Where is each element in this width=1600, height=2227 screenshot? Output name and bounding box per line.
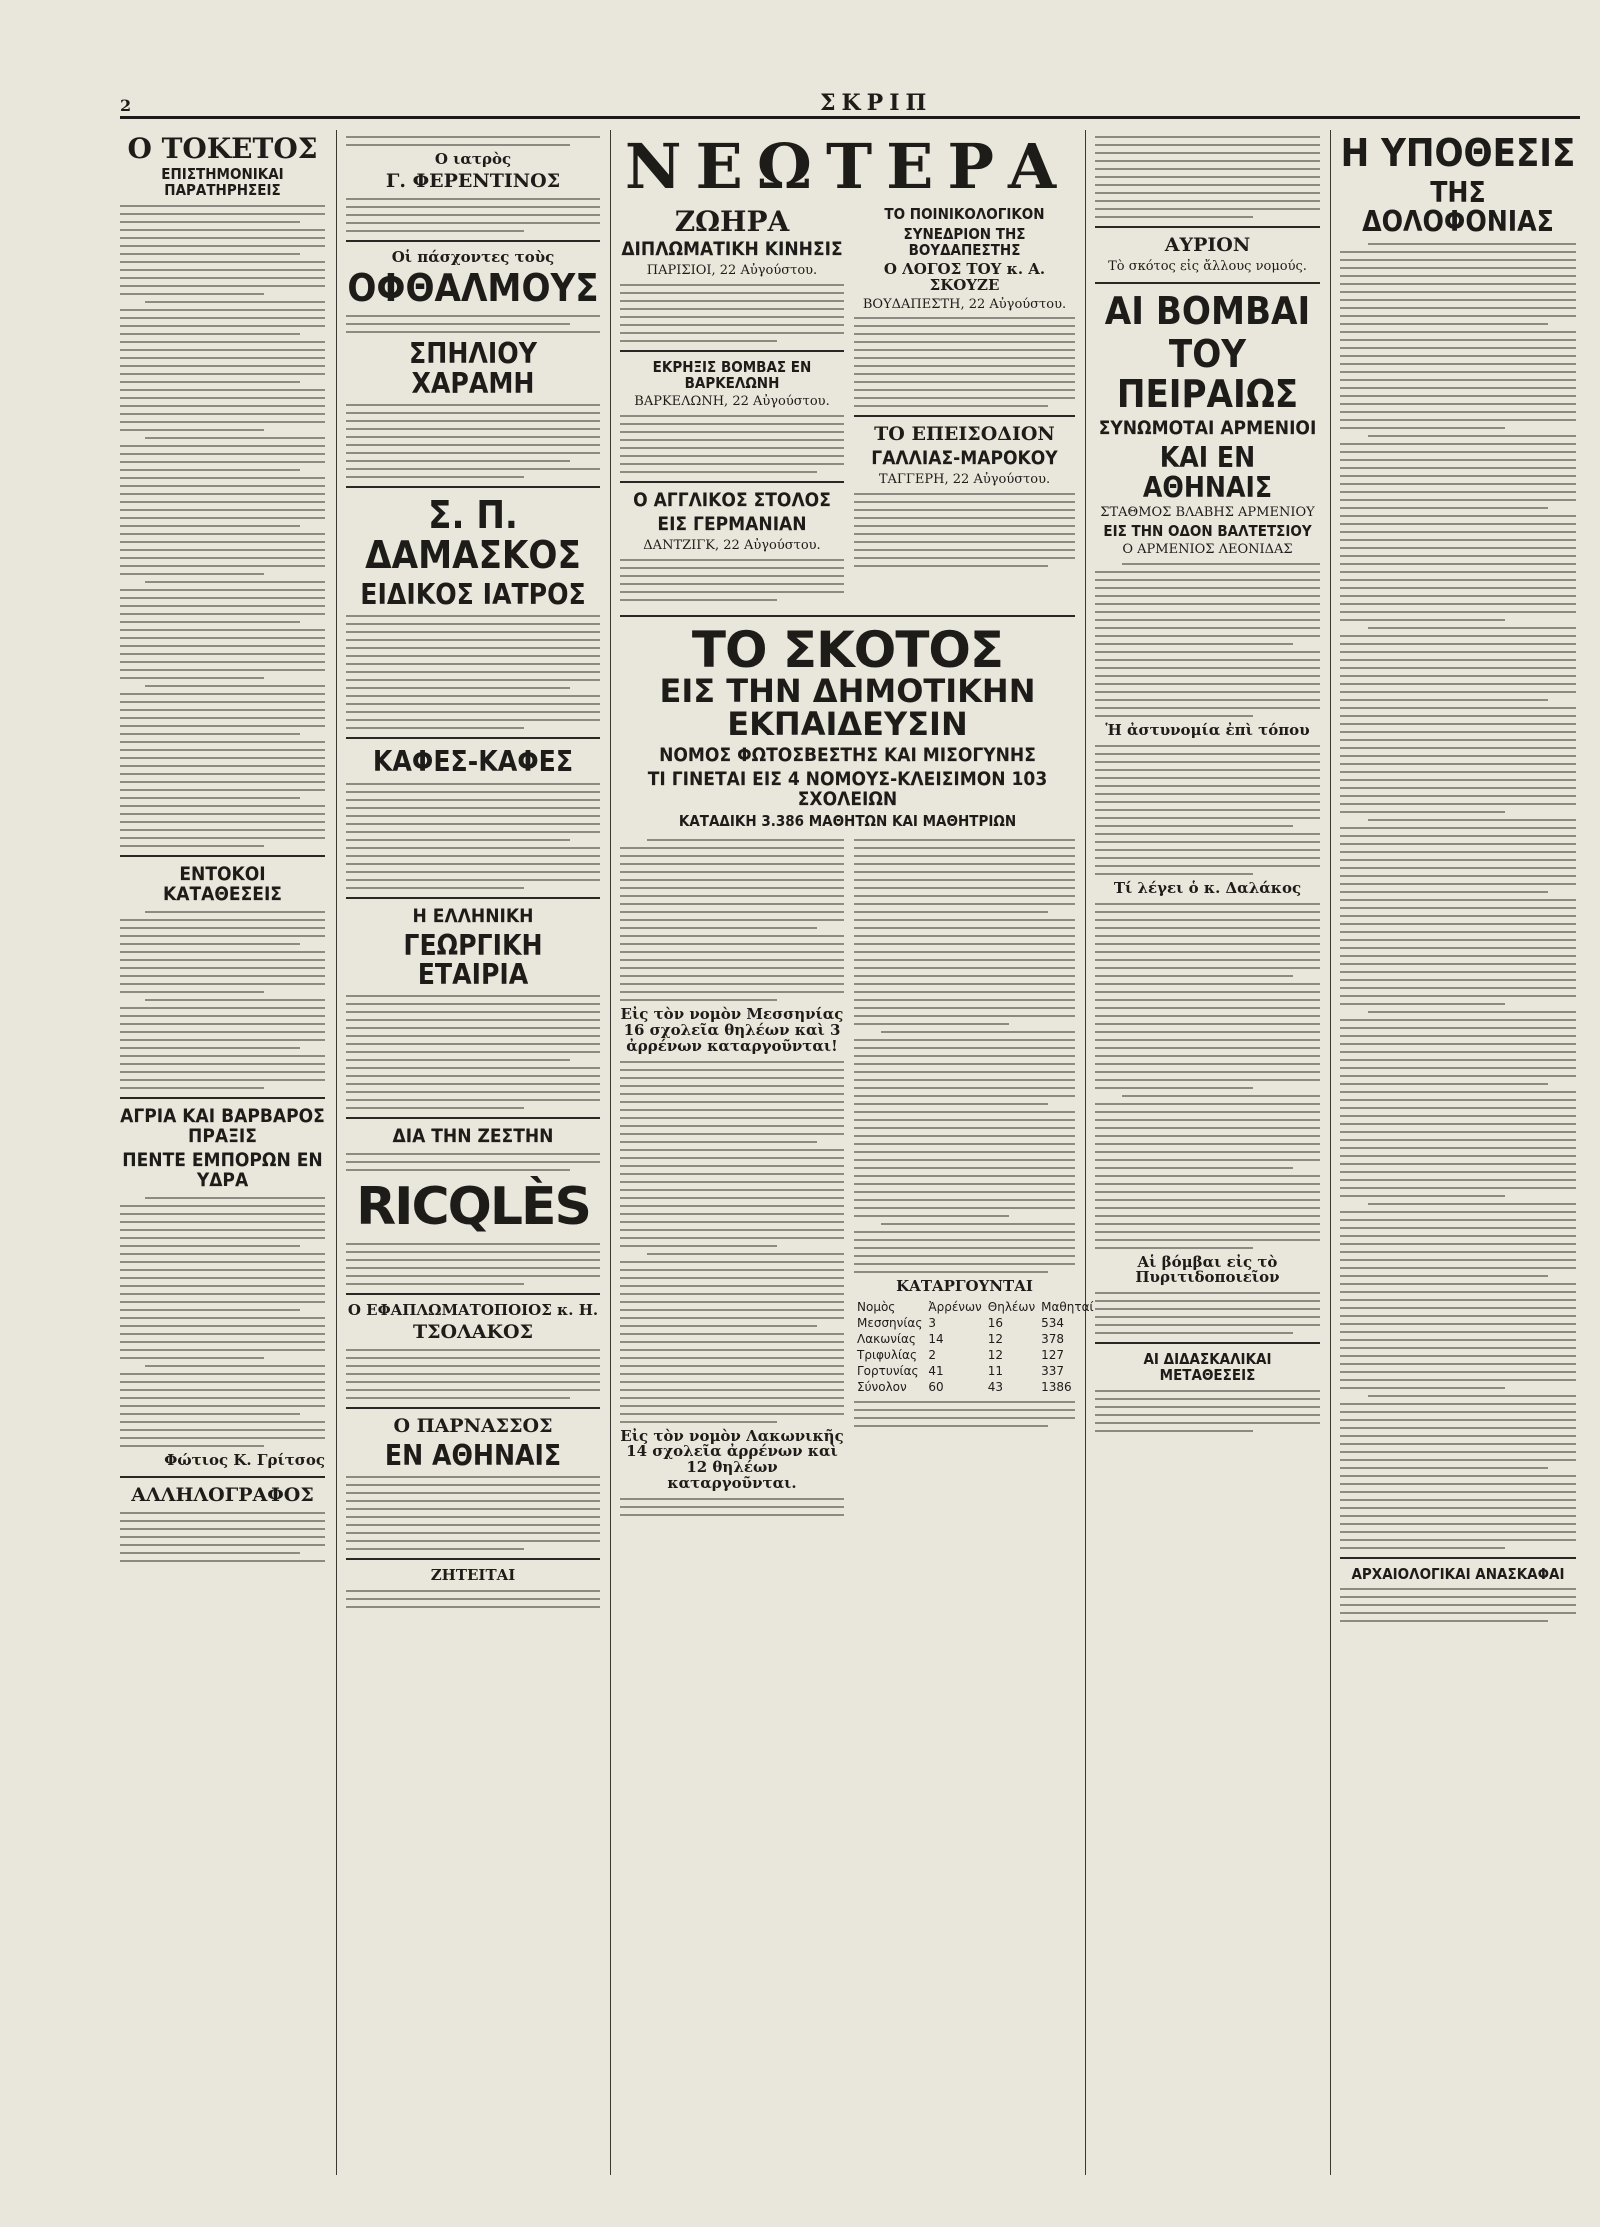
dateline-danzig: ΔΑΝΤΖΙΓΚ, 22 Αὐγούστου.: [643, 537, 821, 553]
headline-france-morocco: ΓΑΛΛΙΑΣ-ΜΑΡΟΚΟΥ: [871, 447, 1058, 470]
article-body: [120, 205, 325, 847]
headline-darkness: ΤΟ ΣΚΟΤΟΣ: [691, 620, 1004, 679]
table-cell: 127: [1041, 1348, 1065, 1363]
table-cell: Σύνολον: [857, 1380, 907, 1395]
article-body: [1340, 1588, 1576, 1622]
table-header-row: [854, 1299, 1097, 1315]
ad-upholsterer-1: Ο ΕΦΑΠΛΩΜΑΤΟΠΟΙΟΣ κ. Η.: [347, 1301, 599, 1320]
ad-text: [346, 783, 600, 889]
article-body: [854, 493, 1075, 567]
article-body: [1095, 136, 1320, 218]
table-header: Νομὸς: [857, 1300, 896, 1315]
headline-germany: ΕΙΣ ΓΕΡΜΑΝΙΑΝ: [657, 513, 807, 536]
ad-text: [346, 315, 600, 333]
news-section: [620, 130, 1094, 2175]
headline-english-fleet: Ο ΑΓΓΛΙΚΟΣ ΣΤΟΛΟΣ: [633, 489, 831, 512]
table-header: Ἀρρένων: [928, 1300, 982, 1315]
subhead-messinia: Εἰς τὸν νομὸν Μεσσηνίας 16 σχολεῖα θηλέων καὶ 3 ἀρρένων καταργοῦνται!: [620, 1005, 844, 1055]
ad-heat: ΔΙΑ ΤΗΝ ΖΕΣΤΗΝ: [392, 1125, 554, 1148]
ad-eye-doctor: ΣΠΗΛΙΟΥ ΧΑΡΑΜΗ: [409, 337, 537, 400]
article-body: [120, 1197, 325, 1447]
article-body: [620, 1061, 844, 1423]
abolished-schools-table: [854, 1299, 1097, 1395]
ad-doctor-name: Γ. ΦΕΡΕΝΤΙΝΟΣ: [385, 169, 561, 192]
subhead-athens: ΚΑΙ ΕΝ ΑΘΗΝΑΙΣ: [1142, 441, 1273, 504]
page-number: 2: [120, 96, 132, 115]
subhead-hydra: ΠΕΝΤΕ ΕΜΠΟΡΩΝ ΕΝ ΥΔΡΑ: [122, 1148, 323, 1191]
table-cell: Γορτυνίας: [857, 1364, 919, 1379]
subhead-3386-students: ΚΑΤΑΔΙΚΗ 3.386 ΜΑΘΗΤΩΝ ΚΑΙ ΜΑΘΗΤΡΙΩΝ: [678, 811, 1017, 830]
table-cell: 11: [987, 1364, 1004, 1379]
headline-case: Η ΥΠΟΘΕΣΙΣ: [1340, 131, 1576, 175]
article-body: [854, 1401, 1075, 1427]
tomorrow-note: Τὸ σκότος εἰς ἄλλους νομούς.: [1108, 258, 1307, 274]
news-top-row: [620, 203, 1075, 607]
headline-municipal-education: ΕΙΣ ΤΗΝ ΔΗΜΟΤΙΚΗΝ ΕΚΠΑΙΔΕΥΣΙΝ: [659, 671, 1036, 744]
ad-damaskos: Σ. Π. ΔΑΜΑΣΚΟΣ: [365, 493, 581, 577]
subhead-powder-works: Αἱ βόμβαι εἰς τὸ Πυριτιδοποιεῖον: [1135, 1252, 1280, 1287]
headline-murder: ΤΗΣ ΔΟΛΟΦΟΝΙΑΣ: [1362, 175, 1554, 239]
article-body: [1095, 745, 1320, 875]
article-body: [1095, 1292, 1320, 1334]
ad-ricqles: RICQLÈS: [356, 1177, 590, 1238]
headline-excavations: ΑΡΧΑΙΟΛΟΓΙΚΑΙ ΑΝΑΣΚΑΦΑΙ: [1351, 1564, 1565, 1583]
subhead-103-schools: ΤΙ ΓΙΝΕΤΑΙ ΕΙΣ 4 ΝΟΜΟΥΣ-ΚΛΕΙΣΙΜΟΝ 103 ΣΧΟΛΕΙΩΝ: [647, 767, 1048, 810]
ad-eyes-intro: Οἱ πάσχοντες τοὺς: [391, 247, 555, 266]
article-body: [620, 839, 844, 1001]
table-title: ΚΑΤΑΡΓΟΥΝΤΑΙ: [896, 1277, 1033, 1296]
news-banner: ΝΕΩΤΕΡΑ: [624, 130, 1071, 203]
article-body: [120, 911, 325, 1089]
table-cell: Λακωνίας: [857, 1332, 916, 1347]
table-cell: 2: [928, 1348, 937, 1363]
ad-text: [346, 1243, 600, 1285]
column-rule: [1085, 130, 1086, 2175]
column-6: [1340, 130, 1576, 2175]
table-cell: 12: [987, 1348, 1004, 1363]
dateline-paris: ΠΑΡΙΣΙΟΙ, 22 Αὐγούστου.: [646, 263, 818, 279]
ad-wanted: ΖΗΤΕΙΤΑΙ: [430, 1566, 516, 1585]
article-body: [620, 284, 844, 342]
headline-correspondent: ΑΛΛΗΛΟΓΡΑΦΟΣ: [131, 1484, 314, 1507]
column-1: [120, 130, 325, 2175]
subhead-armenian-plotters: ΣΥΝΩΜΟΤΑΙ ΑΡΜΕΝΙΟΙ: [1098, 417, 1317, 440]
column-rule: [610, 130, 611, 2175]
ad-text: [346, 1153, 600, 1171]
ad-text: [346, 198, 600, 232]
article-body: [120, 1512, 325, 1562]
article-body: [1095, 903, 1320, 1249]
table-cell: 378: [1041, 1332, 1065, 1347]
table-cell: 60: [928, 1380, 944, 1395]
subhead-lakonia: Εἰς τὸν νομὸν Λακωνικῆς 14 σχολεῖα ἀρρένων καὶ 12 θηλέων καταργοῦνται.: [620, 1426, 844, 1492]
table-cell: Μεσσηνίας: [857, 1316, 923, 1331]
subhead-armenian-station: ΣΤΑΘΜΟΣ ΒΛΑΒΗΣ ΑΡΜΕΝΙΟΥ: [1100, 504, 1315, 520]
table-cell: 3: [928, 1316, 937, 1331]
ad-text: [346, 1476, 600, 1550]
ad-eyes: ΟΦΘΑΛΜΟΥΣ: [347, 266, 599, 311]
column-rule: [336, 130, 337, 2175]
news-right-col: [854, 203, 1075, 607]
column-5: [1095, 130, 1320, 2175]
table-row: [854, 1315, 1097, 1331]
headline-penal-congress: ΤΟ ΠΟΙΝΙΚΟΛΟΓΙΚΟΝ: [884, 205, 1045, 223]
table-header: Μαθηταί: [1041, 1300, 1094, 1315]
article-body: [620, 559, 844, 601]
table-header: Θηλέων: [987, 1300, 1036, 1315]
ad-text: [346, 995, 600, 1109]
table-cell: 12: [987, 1332, 1004, 1347]
subhead-observations: ΕΠΙΣΤΗΜΟΝΙΚΑΙ ΠΑΡΑΤΗΡΗΣΕΙΣ: [161, 165, 284, 200]
headline-tokete: Ο ΤΟΚΕΤΟΣ: [127, 132, 318, 165]
ad-parnassos-2: ΕΝ ΑΘΗΝΑΙΣ: [384, 1438, 562, 1472]
darkness-article: [620, 833, 1094, 1521]
headline-piraeus: ΤΟΥ ΠΕΙΡΑΙΩΣ: [1116, 332, 1299, 417]
table-total-row: [854, 1379, 1097, 1395]
table-row: [854, 1347, 1097, 1363]
ad-doctor-label: Ο ιατρὸς: [434, 150, 512, 168]
column-2-ads: [346, 130, 600, 2175]
headline-skouze-speech: Ο ΛΟΓΟΣ ΤΟΥ κ. Α. ΣΚΟΥΖΕ: [883, 260, 1046, 294]
darkness-col-left: [620, 833, 844, 1521]
ad-agri-society-2: ΓΕΩΡΓΙΚΗ ΕΤΑΙΡΙΑ: [403, 928, 543, 991]
table-cell: 1386: [1041, 1380, 1072, 1395]
article-body: [1095, 563, 1320, 717]
table-row: [854, 1331, 1097, 1347]
headline-barcelona-bomb: ΕΚΡΗΞΙΣ ΒΟΜΒΑΣ ΕΝ ΒΑΡΚΕΛΩΝΗ: [652, 357, 812, 392]
news-left-col: [620, 203, 844, 607]
table-cell: 41: [928, 1364, 944, 1379]
article-body: [620, 1498, 844, 1516]
table-cell: 43: [987, 1380, 1004, 1395]
article-body: [854, 839, 1075, 1273]
headline-bombs: ΑΙ ΒΟΜΒΑΙ: [1104, 288, 1311, 333]
ad-upholsterer-2: ΤΣΟΛΑΚΟΣ: [412, 1321, 534, 1344]
masthead: [120, 90, 1580, 119]
subhead-valtetsiou: ΕΙΣ ΤΗΝ ΟΔΟΝ ΒΑΛΤΕΤΣΙΟΥ: [1103, 521, 1312, 540]
headline-tomorrow: ΑΥΡΙΟΝ: [1164, 234, 1251, 256]
article-body: [854, 317, 1075, 407]
ad-parnassos-1: Ο ΠΑΡΝΑΣΣΟΣ: [393, 1415, 553, 1438]
column-rule: [1330, 130, 1331, 2175]
ad-text: [346, 615, 600, 729]
dateline-tangier: ΤΑΓΓΕΡΗ, 22 Αὐγούστου.: [878, 472, 1051, 488]
headline-lively: ΖΩΗΡΑ: [674, 205, 790, 238]
table-cell: 14: [928, 1332, 944, 1347]
table-cell: 16: [987, 1316, 1004, 1331]
article-body: [1095, 1390, 1320, 1432]
headline-incident: ΤΟ ΕΠΕΙΣΟΔΙΟΝ: [874, 423, 1055, 446]
table-cell: 337: [1041, 1364, 1065, 1379]
table-cell: 534: [1041, 1316, 1065, 1331]
paper-title: ΣΚΡΙΠ: [820, 90, 933, 116]
ad-text: [346, 1349, 600, 1399]
headline-teacher-transfers: ΑΙ ΔΙΔΑΣΚΑΛΙΚΑΙ ΜΕΤΑΘΕΣΕΙΣ: [1143, 1350, 1272, 1384]
table-cell: Τριφυλίας: [857, 1348, 917, 1363]
table-row: [854, 1363, 1097, 1379]
author-signature: Φώτιος Κ. Γρίτσος: [164, 1450, 325, 1469]
ad-agri-society-1: Η ΕΛΛΗΝΙΚΗ: [412, 904, 534, 927]
ad-coffee: ΚΑΦΕΣ-ΚΑΦΕΣ: [372, 745, 574, 779]
headline-budapest: ΣΥΝΕΔΡΙΟΝ ΤΗΣ ΒΟΥΔΑΠΕΣΤΗΣ: [903, 224, 1026, 259]
ad-damaskos-sub: ΕΙΔΙΚΟΣ ΙΑΤΡΟΣ: [360, 577, 586, 611]
ad-text: [346, 404, 600, 478]
article-body: [1340, 243, 1576, 1549]
ad-fragment: [346, 136, 600, 146]
headline-diplomatic: ΔΙΠΛΩΜΑΤΙΚΗ ΚΙΝΗΣΙΣ: [621, 238, 843, 261]
subhead-leonidas: Ο ΑΡΜΕΝΙΟΣ ΛΕΟΝΙΔΑΣ: [1122, 542, 1293, 558]
dateline-barcelona: ΒΑΡΚΕΛΩΝΗ, 22 Αὐγούστου.: [634, 394, 830, 410]
subhead-misogynist-law: ΝΟΜΟΣ ΦΩΤΟΣΒΕΣΤΗΣ ΚΑΙ ΜΙΣΟΓΥΝΗΣ: [659, 743, 1036, 766]
article-body: [620, 415, 844, 473]
headline-savage-act: ΑΓΡΙΑ ΚΑΙ ΒΑΡΒΑΡΟΣ ΠΡΑΞΙΣ: [120, 1104, 325, 1147]
subhead-dalakos: Τί λέγει ὁ κ. Δαλάκος: [1113, 878, 1302, 897]
darkness-col-right: [854, 833, 1094, 1521]
ad-text: [346, 1590, 600, 1608]
subhead-police: Ἡ ἀστυνομία ἐπὶ τόπου: [1105, 721, 1310, 739]
headline-deposits: ΕΝΤΟΚΟΙ ΚΑΤΑΘΕΣΕΙΣ: [163, 862, 282, 905]
dateline-budapest: ΒΟΥΔΑΠΕΣΤΗ, 22 Αὐγούστου.: [862, 296, 1067, 312]
